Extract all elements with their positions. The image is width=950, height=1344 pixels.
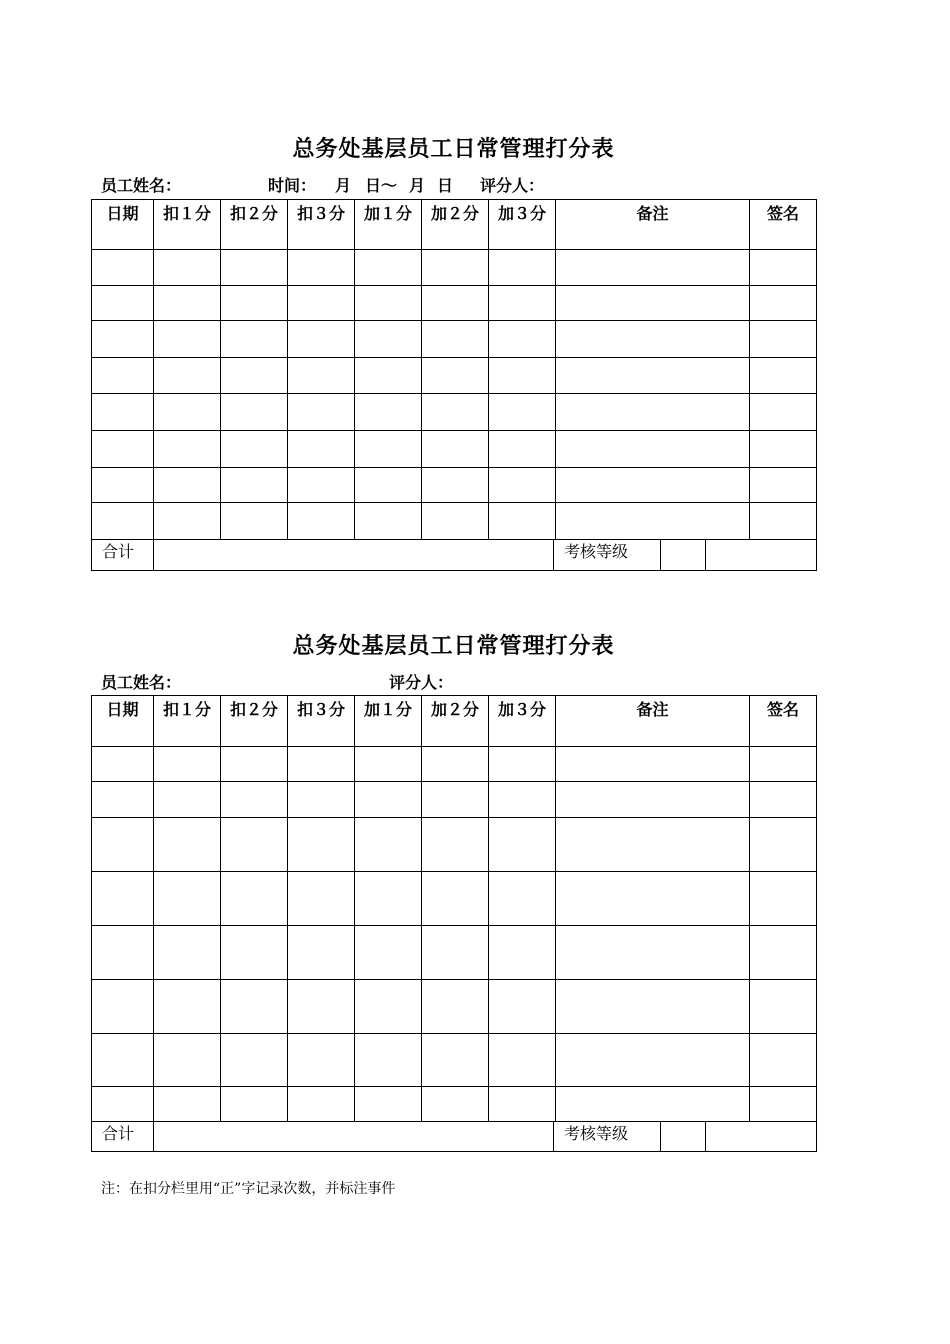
- signature-cell[interactable]: [750, 503, 817, 540]
- signature-cell[interactable]: [750, 818, 817, 872]
- deduct-1-cell[interactable]: [154, 980, 221, 1034]
- add-2-cell[interactable]: [422, 1087, 489, 1122]
- deduct-3-cell[interactable]: [288, 250, 355, 286]
- add-1-cell[interactable]: [355, 926, 422, 980]
- table-row: [92, 926, 817, 980]
- add-2-cell[interactable]: [422, 747, 489, 782]
- add-2-cell[interactable]: [422, 321, 489, 358]
- signature-cell[interactable]: [750, 1087, 817, 1122]
- deduct-3-cell[interactable]: [288, 782, 355, 818]
- deduct-3-cell[interactable]: [288, 872, 355, 926]
- total-label: 合计: [92, 540, 154, 571]
- header-add-2: 加２分: [422, 200, 489, 250]
- header-add-2: 加２分: [422, 696, 489, 747]
- remarks-cell[interactable]: [556, 468, 750, 503]
- add-2-cell[interactable]: [422, 394, 489, 431]
- header-remarks: 备注: [556, 200, 750, 250]
- add-1-cell[interactable]: [355, 431, 422, 468]
- add-1-cell[interactable]: [355, 358, 422, 394]
- add-1-cell[interactable]: [355, 286, 422, 321]
- sheet-info-line: [91, 175, 816, 197]
- header-deduct-1: 扣１分: [154, 200, 221, 250]
- deduct-1-cell[interactable]: [154, 503, 221, 540]
- add-2-cell[interactable]: [422, 872, 489, 926]
- header-deduct-3: 扣３分: [288, 696, 355, 747]
- sheet-title: 总务处基层员工日常管理打分表: [292, 633, 615, 659]
- add-1-cell[interactable]: [355, 250, 422, 286]
- deduct-1-cell[interactable]: [154, 1087, 221, 1122]
- remarks-cell[interactable]: [556, 286, 750, 321]
- table-row: [92, 358, 817, 394]
- deduct-3-cell[interactable]: [288, 431, 355, 468]
- total-table: [91, 1121, 817, 1152]
- score-table: [91, 199, 817, 540]
- header-deduct-1: 扣１分: [154, 696, 221, 747]
- remarks-cell[interactable]: [556, 431, 750, 468]
- add-2-cell[interactable]: [422, 250, 489, 286]
- table-row: [92, 1087, 817, 1122]
- add-2-cell[interactable]: [422, 1034, 489, 1087]
- remarks-cell[interactable]: [556, 250, 750, 286]
- table-header-row: [92, 200, 817, 250]
- add-3-cell[interactable]: [489, 503, 556, 540]
- add-2-cell[interactable]: [422, 431, 489, 468]
- sheet-info-line: [91, 672, 816, 694]
- remarks-cell[interactable]: [556, 1087, 750, 1122]
- add-3-cell[interactable]: [489, 1087, 556, 1122]
- deduct-2-cell[interactable]: [221, 980, 288, 1034]
- add-1-cell[interactable]: [355, 980, 422, 1034]
- header-deduct-2: 扣２分: [221, 200, 288, 250]
- table-row: [92, 250, 817, 286]
- date-cell[interactable]: [92, 321, 154, 358]
- deduct-3-cell[interactable]: [288, 747, 355, 782]
- deduct-2-cell[interactable]: [221, 321, 288, 358]
- remarks-cell[interactable]: [556, 818, 750, 872]
- add-1-cell[interactable]: [355, 1087, 422, 1122]
- sheet-title: 总务处基层员工日常管理打分表: [292, 136, 615, 162]
- deduct-1-cell[interactable]: [154, 747, 221, 782]
- total-row: [92, 540, 817, 571]
- deduct-1-cell[interactable]: [154, 250, 221, 286]
- remarks-cell[interactable]: [556, 358, 750, 394]
- signature-cell[interactable]: [750, 431, 817, 468]
- header-signature: 签名: [750, 696, 817, 747]
- date-cell[interactable]: [92, 926, 154, 980]
- employee-name-label: 员工姓名：: [101, 673, 182, 692]
- signature-cell[interactable]: [750, 358, 817, 394]
- deduct-1-cell[interactable]: [154, 321, 221, 358]
- remarks-cell[interactable]: [556, 321, 750, 358]
- add-2-cell[interactable]: [422, 926, 489, 980]
- signature-cell[interactable]: [750, 926, 817, 980]
- grade-extra-cell[interactable]: [706, 540, 817, 571]
- time-label: 时间：: [268, 176, 317, 195]
- table-row: [92, 1034, 817, 1087]
- deduct-2-cell[interactable]: [221, 1087, 288, 1122]
- date-cell[interactable]: [92, 468, 154, 503]
- employee-name-label: 员工姓名：: [101, 176, 182, 195]
- add-2-cell[interactable]: [422, 286, 489, 321]
- signature-cell[interactable]: [750, 747, 817, 782]
- table-row: [92, 286, 817, 321]
- add-3-cell[interactable]: [489, 872, 556, 926]
- table-row: [92, 980, 817, 1034]
- add-3-cell[interactable]: [489, 286, 556, 321]
- remarks-cell[interactable]: [556, 747, 750, 782]
- date-cell[interactable]: [92, 747, 154, 782]
- grade-extra-cell[interactable]: [706, 1122, 817, 1152]
- total-value-cell[interactable]: [154, 540, 554, 571]
- date-cell[interactable]: [92, 1034, 154, 1087]
- signature-cell[interactable]: [750, 250, 817, 286]
- deduct-3-cell[interactable]: [288, 1034, 355, 1087]
- add-1-cell[interactable]: [355, 321, 422, 358]
- add-2-cell[interactable]: [422, 818, 489, 872]
- date-cell[interactable]: [92, 250, 154, 286]
- add-3-cell[interactable]: [489, 250, 556, 286]
- table-row: [92, 394, 817, 431]
- deduct-2-cell[interactable]: [221, 818, 288, 872]
- deduct-2-cell[interactable]: [221, 872, 288, 926]
- table-row: [92, 321, 817, 358]
- deduct-3-cell[interactable]: [288, 394, 355, 431]
- deduct-1-cell[interactable]: [154, 1034, 221, 1087]
- deduct-1-cell[interactable]: [154, 431, 221, 468]
- signature-cell[interactable]: [750, 980, 817, 1034]
- signature-cell[interactable]: [750, 782, 817, 818]
- table-row: [92, 872, 817, 926]
- add-1-cell[interactable]: [355, 394, 422, 431]
- signature-cell[interactable]: [750, 286, 817, 321]
- date-cell[interactable]: [92, 394, 154, 431]
- header-add-1: 加１分: [355, 696, 422, 747]
- add-2-cell[interactable]: [422, 468, 489, 503]
- add-1-cell[interactable]: [355, 468, 422, 503]
- add-3-cell[interactable]: [489, 394, 556, 431]
- add-2-cell[interactable]: [422, 782, 489, 818]
- signature-cell[interactable]: [750, 468, 817, 503]
- add-1-cell[interactable]: [355, 503, 422, 540]
- add-3-cell[interactable]: [489, 1034, 556, 1087]
- remarks-cell[interactable]: [556, 872, 750, 926]
- deduct-1-cell[interactable]: [154, 926, 221, 980]
- add-3-cell[interactable]: [489, 431, 556, 468]
- signature-cell[interactable]: [750, 872, 817, 926]
- deduct-2-cell[interactable]: [221, 250, 288, 286]
- deduct-2-cell[interactable]: [221, 926, 288, 980]
- deduct-1-cell[interactable]: [154, 394, 221, 431]
- deduct-1-cell[interactable]: [154, 468, 221, 503]
- add-3-cell[interactable]: [489, 468, 556, 503]
- total-table: [91, 539, 817, 571]
- date-cell[interactable]: [92, 286, 154, 321]
- deduct-2-cell[interactable]: [221, 503, 288, 540]
- header-remarks: 备注: [556, 696, 750, 747]
- header-deduct-3: 扣３分: [288, 200, 355, 250]
- header-add-3: 加３分: [489, 696, 556, 747]
- date-cell[interactable]: [92, 782, 154, 818]
- rater-label: 评分人：: [389, 673, 454, 692]
- header-date: 日期: [92, 200, 154, 250]
- deduct-3-cell[interactable]: [288, 503, 355, 540]
- deduct-3-cell[interactable]: [288, 321, 355, 358]
- date-cell[interactable]: [92, 358, 154, 394]
- table-row: [92, 782, 817, 818]
- rater-label: 评分人：: [480, 176, 545, 195]
- deduct-3-cell[interactable]: [288, 286, 355, 321]
- header-signature: 签名: [750, 200, 817, 250]
- month-start-label: 月: [335, 176, 352, 195]
- add-3-cell[interactable]: [489, 818, 556, 872]
- deduct-2-cell[interactable]: [221, 431, 288, 468]
- header-add-1: 加１分: [355, 200, 422, 250]
- add-3-cell[interactable]: [489, 358, 556, 394]
- header-deduct-2: 扣２分: [221, 696, 288, 747]
- date-cell[interactable]: [92, 872, 154, 926]
- table-row: [92, 468, 817, 503]
- add-2-cell[interactable]: [422, 358, 489, 394]
- table-row: [92, 818, 817, 872]
- date-cell[interactable]: [92, 1087, 154, 1122]
- deduct-3-cell[interactable]: [288, 1087, 355, 1122]
- table-row: [92, 503, 817, 540]
- add-1-cell[interactable]: [355, 872, 422, 926]
- remarks-cell[interactable]: [556, 503, 750, 540]
- deduct-3-cell[interactable]: [288, 926, 355, 980]
- header-date: 日期: [92, 696, 154, 747]
- deduct-2-cell[interactable]: [221, 782, 288, 818]
- deduct-2-cell[interactable]: [221, 747, 288, 782]
- score-table: [91, 695, 817, 1122]
- day-start-label: 日～: [365, 176, 398, 195]
- date-cell[interactable]: [92, 503, 154, 540]
- grade-label: 考核等级: [554, 540, 661, 571]
- deduct-1-cell[interactable]: [154, 286, 221, 321]
- footnote: 注：在扣分栏里用“正”字记录次数，并标注事件: [101, 1181, 396, 1197]
- signature-cell[interactable]: [750, 394, 817, 431]
- deduct-2-cell[interactable]: [221, 286, 288, 321]
- remarks-cell[interactable]: [556, 782, 750, 818]
- deduct-2-cell[interactable]: [221, 358, 288, 394]
- header-add-3: 加３分: [489, 200, 556, 250]
- day-end-label: 日: [437, 176, 454, 195]
- add-3-cell[interactable]: [489, 782, 556, 818]
- add-1-cell[interactable]: [355, 747, 422, 782]
- grade-label: 考核等级: [554, 1122, 661, 1152]
- table-header-row: [92, 696, 817, 747]
- table-row: [92, 431, 817, 468]
- date-cell[interactable]: [92, 980, 154, 1034]
- remarks-cell[interactable]: [556, 926, 750, 980]
- add-1-cell[interactable]: [355, 1034, 422, 1087]
- add-3-cell[interactable]: [489, 926, 556, 980]
- date-cell[interactable]: [92, 431, 154, 468]
- month-end-label: 月: [409, 176, 426, 195]
- remarks-cell[interactable]: [556, 394, 750, 431]
- deduct-3-cell[interactable]: [288, 818, 355, 872]
- deduct-3-cell[interactable]: [288, 980, 355, 1034]
- deduct-3-cell[interactable]: [288, 468, 355, 503]
- deduct-1-cell[interactable]: [154, 358, 221, 394]
- add-1-cell[interactable]: [355, 782, 422, 818]
- table-row: [92, 747, 817, 782]
- deduct-2-cell[interactable]: [221, 1034, 288, 1087]
- add-1-cell[interactable]: [355, 818, 422, 872]
- deduct-3-cell[interactable]: [288, 358, 355, 394]
- total-row: [92, 1122, 817, 1152]
- deduct-1-cell[interactable]: [154, 872, 221, 926]
- remarks-cell[interactable]: [556, 1034, 750, 1087]
- add-2-cell[interactable]: [422, 980, 489, 1034]
- deduct-2-cell[interactable]: [221, 394, 288, 431]
- signature-cell[interactable]: [750, 1034, 817, 1087]
- add-3-cell[interactable]: [489, 321, 556, 358]
- date-cell[interactable]: [92, 818, 154, 872]
- add-3-cell[interactable]: [489, 747, 556, 782]
- remarks-cell[interactable]: [556, 980, 750, 1034]
- add-3-cell[interactable]: [489, 980, 556, 1034]
- deduct-1-cell[interactable]: [154, 818, 221, 872]
- signature-cell[interactable]: [750, 321, 817, 358]
- add-2-cell[interactable]: [422, 503, 489, 540]
- grade-value-cell[interactable]: [661, 1122, 706, 1152]
- grade-value-cell[interactable]: [661, 540, 706, 571]
- deduct-1-cell[interactable]: [154, 782, 221, 818]
- total-value-cell[interactable]: [154, 1122, 554, 1152]
- total-label: 合计: [92, 1122, 154, 1152]
- deduct-2-cell[interactable]: [221, 468, 288, 503]
